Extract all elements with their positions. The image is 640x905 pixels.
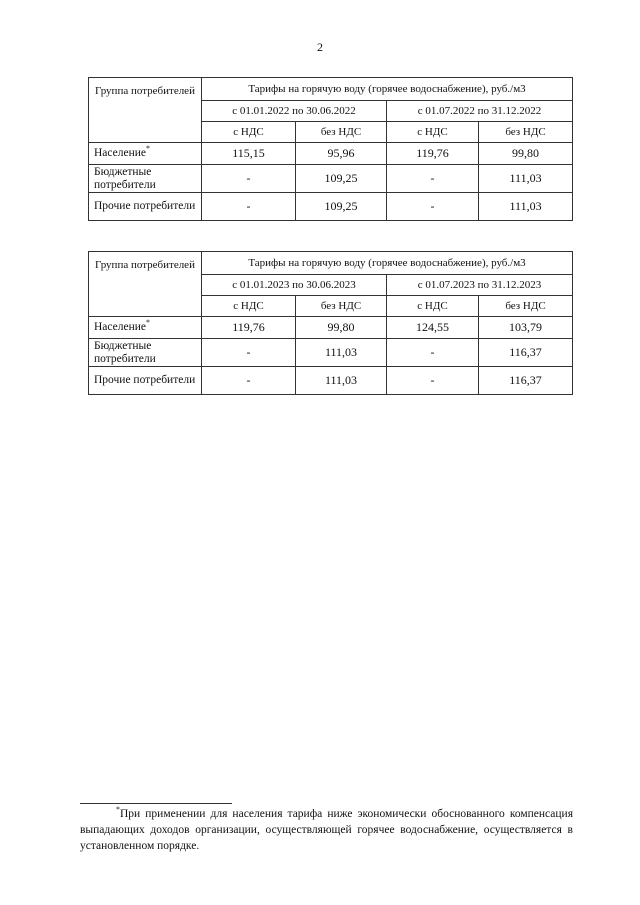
value-cell: - [202,165,296,193]
table-row [89,143,573,165]
period-header: с 01.01.2022 по 30.06.2022 [202,101,387,122]
vat-header: без НДС [479,296,573,317]
value-cell: - [387,193,479,221]
period-header: с 01.07.2023 по 31.12.2023 [387,275,573,296]
vat-header: с НДС [202,122,296,143]
footnote-separator [80,803,232,804]
value-cell: 111,03 [479,165,573,193]
footnote-text: При применении для населения тарифа ниже экономически обоснованного компенсация выпадающих доходов организации, осуществляющей горячее водоснабжение, осуществляется в установленном порядке. [80,808,573,852]
vat-header: без НДС [296,296,387,317]
consumer-cell: Бюджетные потребители [89,165,202,193]
table-row [89,339,573,367]
tariff-header: Тарифы на горячую воду (горячее водоснабжение), руб./м3 [202,78,573,101]
vat-header: с НДС [202,296,296,317]
footnote [80,806,573,854]
table-row [89,165,573,193]
value-cell: 99,80 [479,143,573,165]
value-cell: - [387,339,479,367]
value-cell: - [387,367,479,395]
table-row [89,317,573,339]
vat-header: с НДС [387,122,479,143]
vat-header: без НДС [479,122,573,143]
value-cell: 115,15 [202,143,296,165]
value-cell: 99,80 [296,317,387,339]
tariff-table-2022 [88,77,573,221]
page-number: 2 [317,40,323,54]
value-cell: 109,25 [296,165,387,193]
value-cell: - [387,165,479,193]
group-header: Группа потребителей [89,78,202,143]
value-cell: 116,37 [479,367,573,395]
value-cell: 119,76 [387,143,479,165]
vat-header: без НДС [296,122,387,143]
value-cell: 109,25 [296,193,387,221]
group-header: Группа потребителей [89,252,202,317]
footnote-mark: * [146,318,151,328]
consumer-cell: Население* [89,143,202,165]
consumer-cell: Бюджетные потребители [89,339,202,367]
footnote-mark: * [146,144,151,154]
value-cell: 111,03 [296,339,387,367]
value-cell: 95,96 [296,143,387,165]
period-header: с 01.01.2023 по 30.06.2023 [202,275,387,296]
value-cell: 119,76 [202,317,296,339]
consumer-cell: Прочие потребители [89,367,202,395]
value-cell: 111,03 [296,367,387,395]
value-cell: - [202,367,296,395]
value-cell: 111,03 [479,193,573,221]
vat-header: с НДС [387,296,479,317]
footnote-mark: * [116,805,120,815]
consumer-cell: Население* [89,317,202,339]
table-row [89,367,573,395]
value-cell: 124,55 [387,317,479,339]
value-cell: 103,79 [479,317,573,339]
table-row [89,193,573,221]
tariff-header: Тарифы на горячую воду (горячее водоснабжение), руб./м3 [202,252,573,275]
value-cell: - [202,339,296,367]
value-cell: - [202,193,296,221]
value-cell: 116,37 [479,339,573,367]
consumer-cell: Прочие потребители [89,193,202,221]
tariff-table-2023 [88,251,573,395]
period-header: с 01.07.2022 по 31.12.2022 [387,101,573,122]
